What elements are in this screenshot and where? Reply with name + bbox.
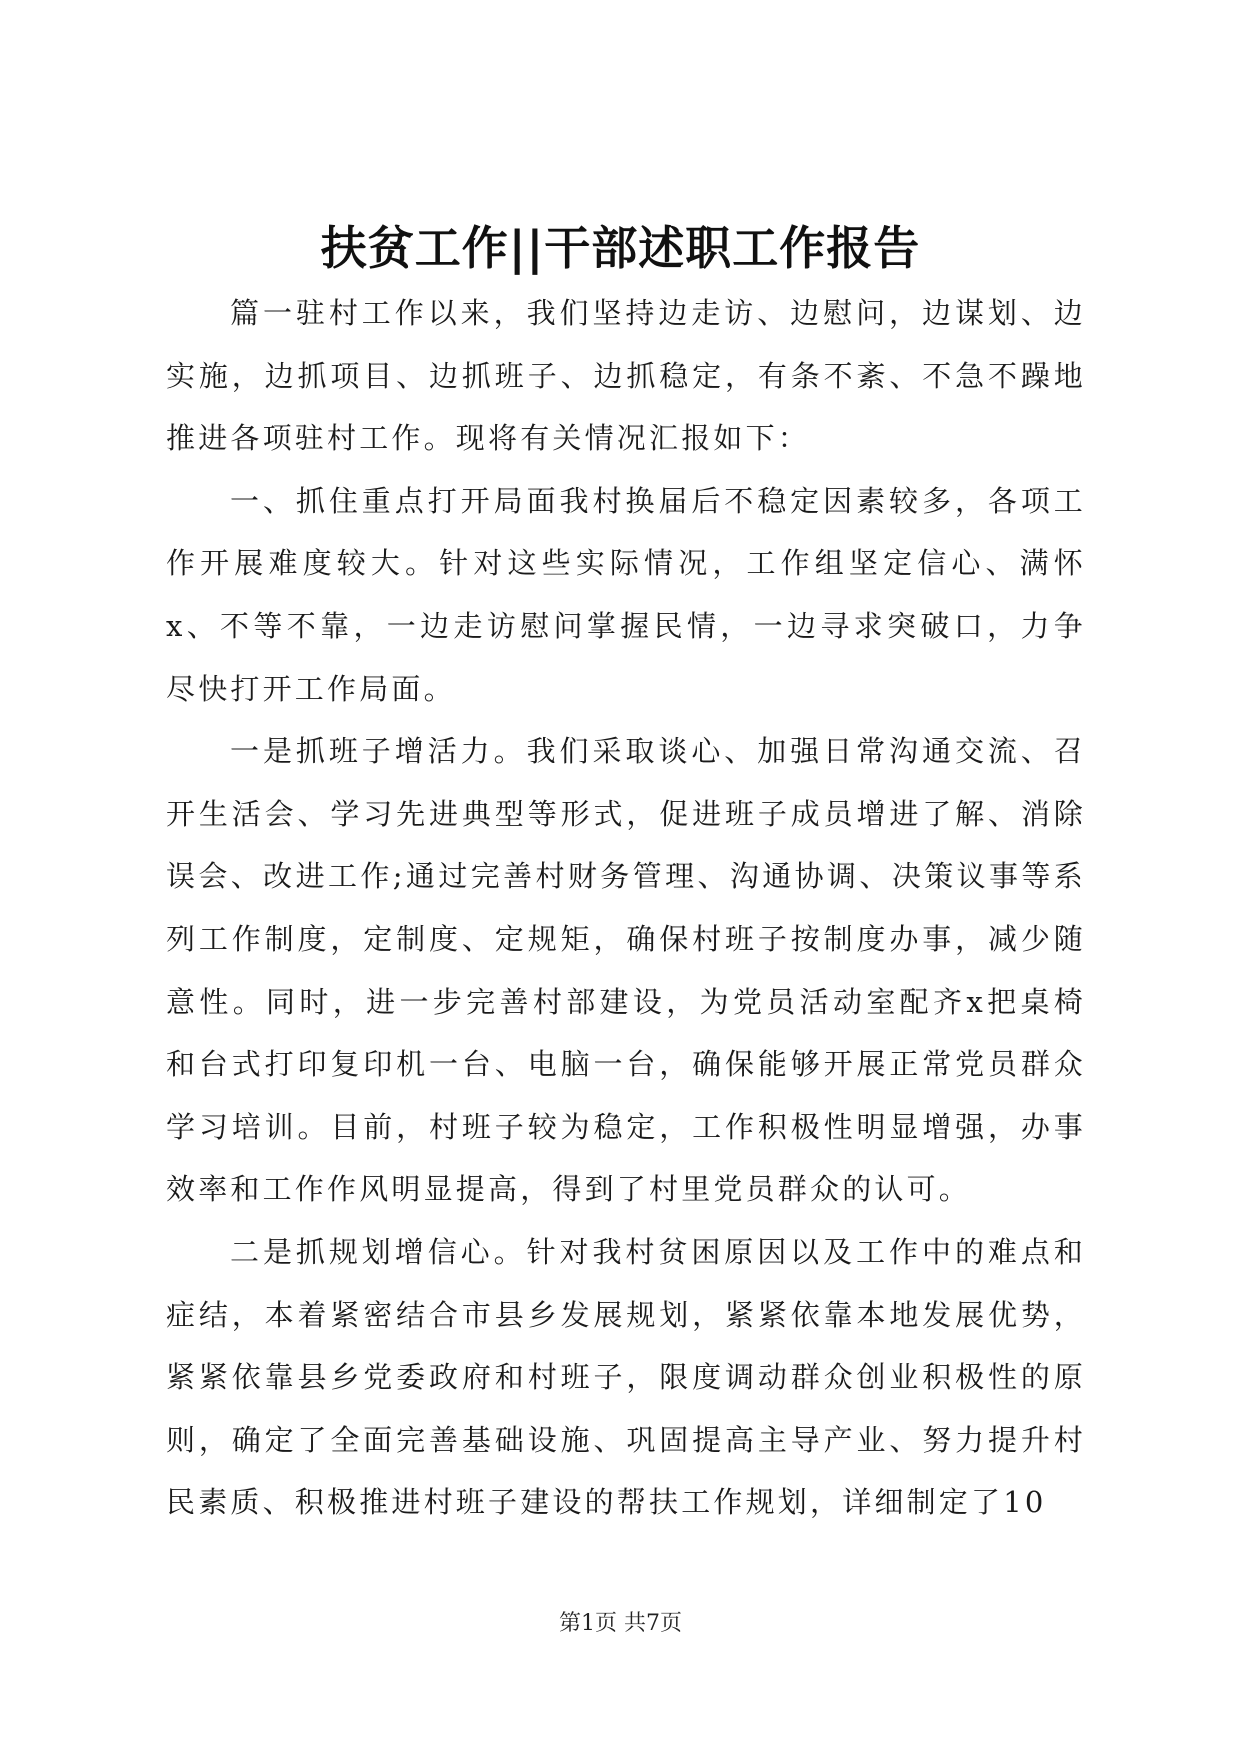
paragraph-intro: 篇一驻村工作以来，我们坚持边走访、边慰问，边谋划、边实施，边抓项目、边抓班子、边抓稳定，有条不紊、不急不躁地推进各项驻村工作。现将有关情况汇报如下：	[166, 296, 1086, 456]
document-title: 扶贫工作||干部述职工作报告	[320, 221, 921, 275]
paragraph-section-one: 一、抓住重点打开局面我村换届后不稳定因素较多，各项工作开展难度较大。针对这些实际情况，工作组坚定信心、满怀x、不等不靠，一边走访慰问掌握民情，一边寻求突破口，力争尽快打开工作局面。	[166, 483, 1086, 706]
paragraph-planning: 二是抓规划增信心。针对我村贫困原因以及工作中的难点和症结，本着紧密结合市县乡发展规划，紧紧依靠本地发展优势，紧紧依靠县乡党委政府和村班子，限度调动群众创业积极性的原则，确定了全面完善基础设施、巩固提高主导产业、努力提升村民素质、积极推进村班子建设的帮扶工作规划，详细制定了10	[166, 1234, 1086, 1520]
document-body	[166, 282, 1086, 1534]
page-number-footer: 第1页 共7页	[559, 1611, 682, 1636]
paragraph-team-building: 一是抓班子增活力。我们采取谈心、加强日常沟通交流、召开生活会、学习先进典型等形式，促进班子成员增进了解、消除误会、改进工作;通过完善村财务管理、沟通协调、决策议事等系列工作制度，定制度、定规矩，确保村班子按制度办事，减少随意性。同时，进一步完善村部建设，为党员活动室配齐x把桌椅和台式打印复印机一台、电脑一台，确保能够开展正常党员群众学习培训。目前，村班子较为稳定，工作积极性明显增强，办事效率和工作作风明显提高，得到了村里党员群众的认可。	[166, 734, 1086, 1207]
